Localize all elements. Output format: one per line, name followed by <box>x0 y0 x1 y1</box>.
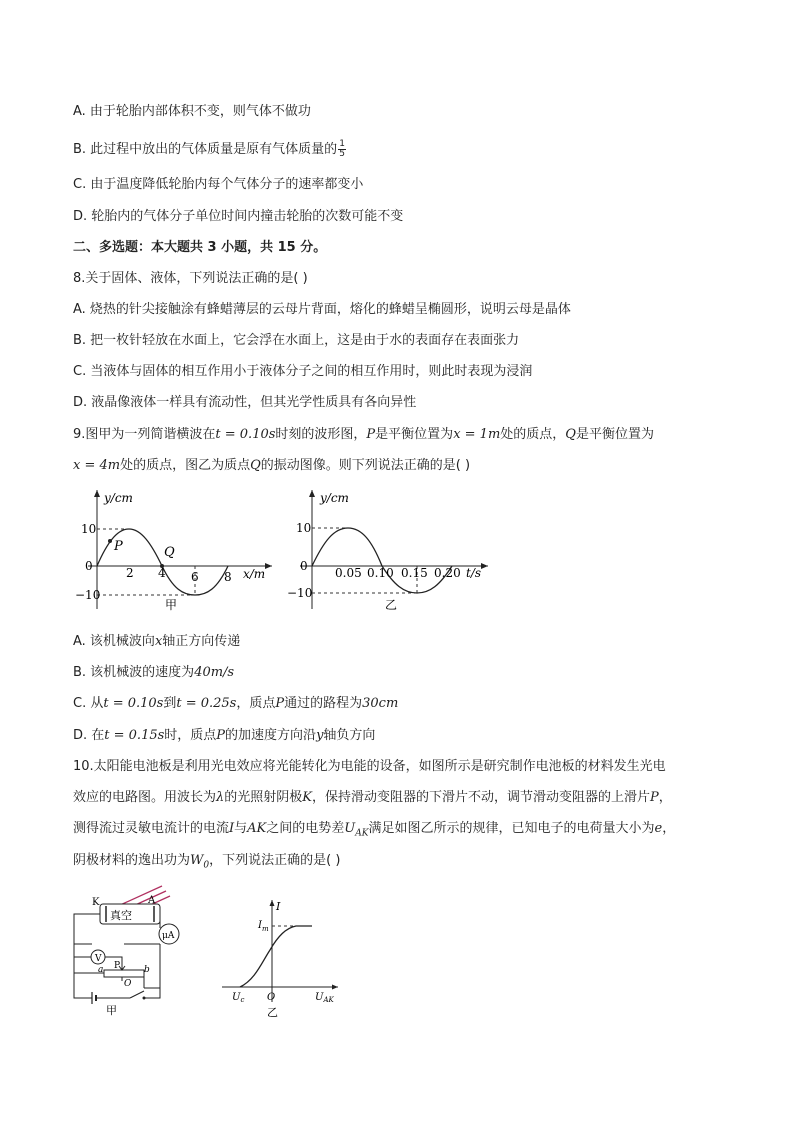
text: A. 该机械波向 <box>73 634 155 649</box>
math-subscript: 0 <box>203 860 210 871</box>
wire <box>74 944 91 957</box>
fraction-denominator: 5 <box>339 149 345 159</box>
text: 的加速度方向沿 <box>225 728 317 743</box>
text: 9.图甲为一列简谐横波在 <box>73 427 216 442</box>
math: x <box>154 634 163 649</box>
text: C. 从 <box>73 696 104 711</box>
math: AK <box>247 821 267 836</box>
figure-9-yi-vibration <box>284 483 494 613</box>
text: ，质点 <box>236 696 276 711</box>
figure-10-yi-curve <box>220 892 340 1022</box>
current-curve <box>240 926 312 987</box>
math: P <box>366 427 376 442</box>
label-uak <box>315 992 334 1004</box>
x-axis-label: x/m <box>243 567 266 581</box>
text: 效应的电路图。用波长为 <box>73 790 217 805</box>
tick-label: 8 <box>224 570 232 584</box>
math: x = 1m <box>453 427 501 442</box>
q10-stem-line4 <box>73 852 340 875</box>
figure-caption: 甲 <box>106 1004 117 1017</box>
point-p <box>108 539 112 543</box>
q8-option-b: B. 把一枚针轻放在水面上，它会浮在水面上，这是由于水的表面存在表面张力 <box>73 333 520 348</box>
math: P <box>275 696 285 711</box>
text: ， <box>662 821 676 836</box>
tick-label: 6 <box>191 570 199 584</box>
tick-label: 0 <box>300 559 308 573</box>
tick-label: 10 <box>296 521 312 535</box>
section-heading: 二、多选题：本大题共 3 小题，共 15 分。 <box>73 240 327 255</box>
tick-label: 4 <box>158 566 166 580</box>
q10-stem-line1: 10.太阳能电池板是利用光电效应将光能转化为电能的设备，如图所示是研究制作电池板的材料发生光电 <box>73 759 666 774</box>
tick-label: −10 <box>287 586 313 600</box>
tick-label: 0.05 <box>335 566 362 580</box>
vacuum-label: 真空 <box>110 909 132 922</box>
text: 的光照射阴极 <box>224 790 303 805</box>
tick-label: 10 <box>81 522 97 536</box>
math: t = 0.15s <box>104 728 165 743</box>
q7-option-a: A. 由于轮胎内部体积不变，则气体不做功 <box>73 104 311 119</box>
math: e <box>654 821 663 836</box>
point-q-label: Q <box>164 545 175 560</box>
fraction-numerator: 1 <box>339 139 345 149</box>
label-o: O <box>124 979 132 989</box>
label-origin: O <box>267 992 276 1003</box>
tick-label: 0.15 <box>401 566 428 580</box>
figure-10-jia-circuit <box>64 880 194 1020</box>
label-a-end: a <box>98 965 104 975</box>
math: P <box>216 728 226 743</box>
q10-stem-line2 <box>73 789 672 807</box>
label-im-sub: m <box>261 925 269 933</box>
q8-option-d: D. 液晶像液体一样具有流动性，但其光学性质具有各向异性 <box>73 395 417 410</box>
math: x = 4m <box>73 458 121 473</box>
fraction <box>338 140 346 159</box>
math: Q <box>565 427 576 442</box>
text: 通过的路程为 <box>284 696 363 711</box>
math: t = 0.10s <box>103 696 164 711</box>
text: 到 <box>163 696 177 711</box>
tick-label: 0 <box>85 559 93 573</box>
wire <box>74 914 100 944</box>
q8-stem: 8.关于固体、液体，下列说法正确的是( ) <box>73 271 308 286</box>
text: 时，质点 <box>164 728 217 743</box>
text: 处的质点， <box>500 427 566 442</box>
math: y <box>316 728 324 743</box>
q7-option-d: D. 轮胎内的气体分子单位时间内撞击轮胎的次数可能不变 <box>73 209 404 224</box>
text: ，保持滑动变阻器的下滑片不动，调节滑动变阻器的上滑片 <box>312 790 651 805</box>
figure-caption: 乙 <box>267 1006 278 1019</box>
figure-9-jia-waveform <box>75 483 285 613</box>
tick-label: 2 <box>126 566 134 580</box>
text: B. 该机械波的速度为 <box>73 665 195 680</box>
q10-stem-line3 <box>73 820 675 843</box>
math-subscript: AK <box>355 828 369 839</box>
label-im <box>257 920 269 933</box>
math: 30cm <box>362 696 399 711</box>
text: 处的质点，图乙为质点 <box>120 458 251 473</box>
q9-option-b <box>73 664 234 682</box>
text: 轴正方向传递 <box>162 634 241 649</box>
math: I <box>229 821 235 836</box>
math: Q <box>250 458 261 473</box>
wire <box>144 988 160 998</box>
text: 是平衡位置为 <box>375 427 454 442</box>
q8-option-a: A. 烧热的针尖接触涂有蜂蜡薄层的云母片背面，熔化的蜂蜡呈椭圆形，说明云母是晶体 <box>73 302 571 317</box>
label-uc <box>232 992 244 1004</box>
math: t = 0.25s <box>176 696 237 711</box>
text: 是平衡位置为 <box>575 427 654 442</box>
text: 阴极材料的逸出功为 <box>73 853 191 868</box>
point-p-label: P <box>114 539 123 554</box>
microammeter-label: μA <box>162 931 175 941</box>
text: 满足如图乙所示的规律，已知电子的电荷量大小为 <box>368 821 655 836</box>
vibration-curve <box>312 528 452 593</box>
figure-caption: 甲 <box>165 598 178 612</box>
label-uc-sub: c <box>240 996 245 1004</box>
q7-option-b-text: B. 此过程中放出的气体质量是原有气体质量的 <box>73 142 338 157</box>
q9-option-c <box>73 695 398 713</box>
tick-label: 0.10 <box>367 566 394 580</box>
q9-stem-line1 <box>73 426 654 444</box>
y-axis-label: y/cm <box>104 491 133 505</box>
switch <box>130 991 144 998</box>
q9-stem-line2 <box>73 457 470 475</box>
label-a: A <box>148 895 156 906</box>
voltmeter-label: V <box>95 954 102 964</box>
text: 轴负方向 <box>323 728 376 743</box>
wire <box>74 973 92 998</box>
math: P <box>650 790 659 805</box>
text: 与 <box>234 821 248 836</box>
label-im-main: I <box>258 920 262 931</box>
q7-option-c: C. 由于温度降低轮胎内每个气体分子的速率都变小 <box>73 177 364 192</box>
math: t = 0.10s <box>215 427 276 442</box>
math: W <box>190 853 204 868</box>
tick-label: 0.20 <box>434 566 461 580</box>
rheostat <box>104 970 144 977</box>
math: λ <box>216 790 225 805</box>
label-b-end: b <box>144 965 150 975</box>
text: D. 在 <box>73 728 105 743</box>
text: 时刻的波形图， <box>275 427 367 442</box>
q7-option-b <box>73 140 346 159</box>
math: 40m/s <box>194 665 235 680</box>
tick-label: −10 <box>75 588 101 602</box>
text: ，下列说法正确的是( ) <box>209 853 341 868</box>
x-axis-label: t/s <box>466 566 482 580</box>
q8-option-c: C. 当液体与固体的相互作用小于液体分子之间的相互作用时，则此时表现为浸润 <box>73 364 533 379</box>
label-uc-main: U <box>232 992 241 1003</box>
figure-caption: 乙 <box>385 598 398 612</box>
y-axis-label: y/cm <box>320 491 349 505</box>
label-p: P <box>114 961 121 971</box>
q9-option-a <box>73 633 240 651</box>
text: ， <box>658 790 672 805</box>
text: 测得流过灵敏电流计的电流 <box>73 821 230 836</box>
label-uak-main: U <box>315 992 324 1003</box>
text: 的振动图像。则下列说法正确的是( ) <box>260 458 471 473</box>
math: U <box>344 821 356 836</box>
math: K <box>302 790 312 805</box>
q9-option-d <box>73 727 375 745</box>
label-k: K <box>92 897 100 908</box>
text: 之间的电势差 <box>266 821 345 836</box>
label-uak-sub: AK <box>323 996 334 1004</box>
label-i: I <box>276 900 281 913</box>
